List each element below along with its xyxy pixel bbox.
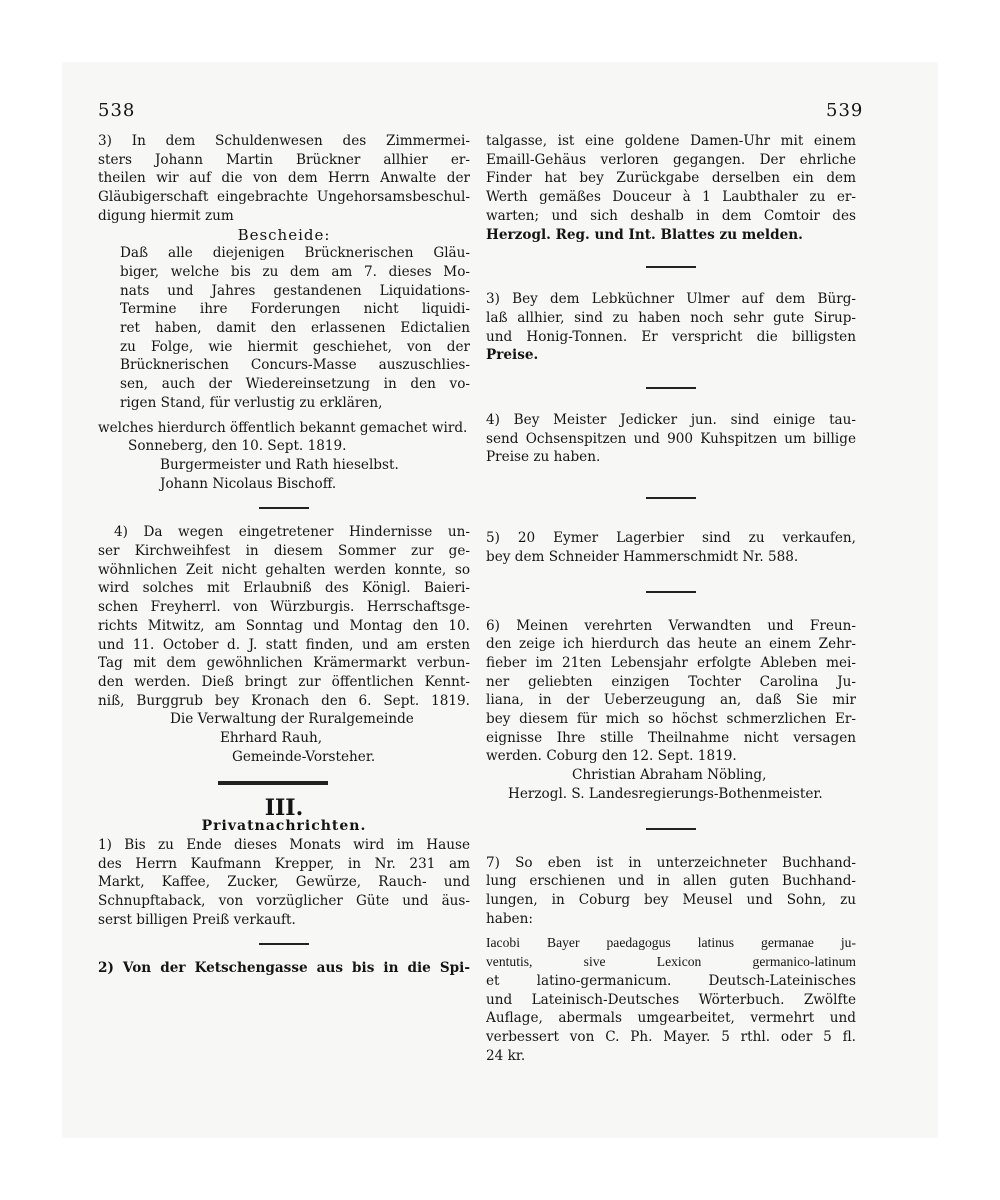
text-line: 24 kr. — [486, 1047, 526, 1064]
text-line: sters Johann Martin Brückner allhier er- — [98, 151, 470, 168]
text-line: schen Freyherrl. von Würzburgis. Herrschaftsge- — [98, 599, 470, 616]
text-line: lung erschienen und in allen guten Buchhand- — [486, 873, 856, 890]
signature-line: Gemeinde-Vorsteher. — [232, 748, 376, 765]
section-rule — [218, 781, 328, 785]
text-line: 4) Da wegen eingetretener Hindernisse un- — [114, 524, 470, 541]
text-line: niß, Burggrub bey Kronach den 6. Sept. 1819. — [98, 692, 470, 709]
text-line: warten; und sich deshalb in dem Comtoir des — [486, 207, 856, 224]
left-column — [98, 132, 470, 978]
private-notice-5 — [486, 529, 856, 566]
text-line: haben: — [486, 910, 533, 927]
text-line: lungen, in Coburg bey Meusel und Sohn, zu — [486, 891, 856, 908]
text-line: Emaill-Gehäus verloren gegangen. Der ehrliche — [486, 151, 856, 168]
private-notice-1 — [98, 836, 470, 930]
page-number-left: 538 — [98, 100, 136, 121]
text-line: laß allhier, sind zu haben noch sehr gute Sirup- — [486, 309, 856, 326]
text-line: digung hiermit zum — [98, 207, 234, 224]
text-line: et latino-germanicum. Deutsch-Lateinisches — [486, 972, 856, 989]
text-line: 1) Bis zu Ende dieses Monats wird im Hause — [98, 836, 470, 853]
text-line: zu Folge, wie hiermit geschiehet, von der — [120, 338, 470, 355]
text-line: Tag mit dem gewöhnlichen Krämermarkt verbun- — [98, 655, 470, 672]
text-line: sen, auch der Wiedereinsetzung in den vo- — [120, 376, 470, 393]
text-line: talgasse, ist eine goldene Damen-Uhr mit einem — [486, 133, 856, 149]
separator-rule — [646, 387, 696, 389]
private-notice-6 — [486, 617, 856, 804]
text-line: richts Mitwitz, am Sonntag und Montag den 10. — [98, 617, 470, 634]
text-line: Preise zu haben. — [486, 449, 601, 466]
private-notice-4 — [486, 411, 856, 467]
signature-line: Johann Nicolaus Bischoff. — [160, 475, 337, 492]
text-line: ventutis, sive Lexicon germanico-latinum — [486, 954, 856, 970]
separator-rule — [259, 507, 309, 509]
text-line: liana, in der Ueberzeugung an, daß Sie mir — [486, 692, 856, 709]
signature-line: Die Verwaltung der Ruralgemeinde — [170, 711, 414, 728]
text-line: und Lateinisch-Deutsches Wörterbuch. Zwölfte — [486, 991, 856, 1008]
text-line: fieber im 21ten Lebensjahr erfolgte Ableben mei- — [486, 654, 856, 671]
right-column — [486, 132, 856, 1065]
text-line: send Ochsenspitzen und 900 Kuhspitzen um billige — [486, 430, 856, 447]
text-line: Auflage, abermals umgearbeitet, vermehrt und — [486, 1010, 856, 1027]
signature-line: Burgermeister und Rath hieselbst. — [160, 456, 399, 473]
separator-rule — [646, 591, 696, 593]
notice-4 — [98, 523, 470, 766]
text-line: 7) So eben ist in unterzeichneter Buchhand- — [486, 854, 856, 871]
text-line: welches hierdurch öffentlich bekannt gemachet wird. — [98, 419, 468, 436]
text-line: 6) Meinen verehrten Verwandten und Freun- — [486, 617, 856, 634]
text-line: und 11. October d. J. statt finden, und am ersten — [98, 636, 470, 653]
text-line: Preise. — [486, 347, 539, 364]
text-line: den werden. Dieß bringt zur öffentlichen Kennt- — [98, 673, 470, 690]
text-line: Termine ihre Forderungen nicht liquidi- — [120, 301, 470, 318]
signature-line: Herzogl. S. Landesregierungs-Bothenmeister. — [508, 785, 823, 802]
text-line: 2) Von der Ketschengasse aus bis in die Spi- — [98, 960, 470, 977]
text-line: Iacobi Bayer paedagogus latinus germanae ju- — [486, 935, 856, 951]
text-line: 4) Bey Meister Jedicker jun. sind einige tau- — [486, 412, 856, 429]
text-line: Daß alle diejenigen Brücknerischen Gläu- — [120, 245, 470, 262]
text-line: wird solches mit Erlaubniß des Königl. Baieri- — [98, 580, 470, 597]
section-number: III. — [264, 794, 304, 821]
text-line: 3) Bey dem Lebküchner Ulmer auf dem Bürg- — [486, 291, 856, 308]
text-line: 3) In dem Schuldenwesen des Zimmermei- — [98, 133, 470, 149]
private-notice-2 — [486, 132, 856, 244]
signature-line: Sonneberg, den 10. Sept. 1819. — [128, 438, 347, 455]
text-line: Werth gemäßes Douceur à 1 Laubthaler zu er- — [486, 189, 856, 206]
separator-rule — [646, 828, 696, 830]
text-line: Gläubigerschaft eingebrachte Ungehorsamsbeschul- — [98, 189, 470, 206]
decree-body — [98, 244, 470, 412]
text-line: 5) 20 Eymer Lagerbier sind zu verkaufen, — [486, 530, 856, 547]
text-line: Schnupftaback, von vorzüglicher Güte und äus- — [98, 893, 470, 910]
text-line: den zeige ich hierdurch das heute an einem Zehr- — [486, 636, 856, 653]
separator-rule — [259, 943, 309, 945]
text-line: serst billigen Preiß verkauft. — [98, 911, 296, 928]
text-line: Brücknerischen Concurs-Masse auszuschlies- — [120, 357, 470, 374]
private-notice-3 — [486, 290, 856, 365]
text-line: und Honig-Tonnen. Er verspricht die billigsten — [486, 328, 856, 345]
book-entry — [486, 934, 856, 1065]
text-line: bey dem Schneider Hammerschmidt Nr. 588. — [486, 548, 799, 565]
notice-heading: Bescheide: — [237, 225, 331, 244]
text-line: wöhnlichen Zeit nicht gehalten werden konnte, so — [98, 561, 470, 578]
private-notice-7 — [486, 854, 856, 1066]
signature-line: Christian Abraham Nöbling, — [572, 767, 767, 784]
text-line: bey diesem für mich so höchst schmerzlichen Er- — [486, 711, 856, 728]
text-line: Markt, Kaffee, Zucker, Gewürze, Rauch- und — [98, 874, 470, 891]
text-line: werden. Coburg den 12. Sept. 1819. — [486, 748, 737, 765]
text-line: ret haben, damit den erlassenen Edictalien — [120, 320, 470, 337]
text-line: Finder hat bey Zurückgabe derselben ein dem — [486, 170, 856, 187]
notice-3 — [98, 132, 470, 493]
text-line: ser Kirchweihfest in diesem Sommer zur ge- — [98, 543, 470, 560]
separator-rule — [646, 497, 696, 499]
text-line: Herzogl. Reg. und Int. Blattes zu melden. — [486, 226, 803, 243]
text-line: theilen wir auf die von dem Herrn Anwalte der — [98, 170, 470, 187]
text-line: des Herrn Kaufmann Krepper, in Nr. 231 am — [98, 855, 470, 872]
page-number-right: 539 — [826, 100, 864, 121]
signature-line: Ehrhard Rauh, — [220, 730, 323, 747]
text-line: ner geliebten einzigen Tochter Carolina Ju- — [486, 673, 856, 690]
separator-rule — [646, 266, 696, 268]
text-line: eignisse Ihre stille Theilnahme nicht versagen — [486, 729, 856, 746]
section-title: Privatnachrichten. — [201, 818, 367, 835]
text-line: biger, welche bis zu dem am 7. dieses Mo- — [120, 263, 470, 280]
text-line: rigen Stand, für verlustig zu erklären, — [120, 394, 383, 411]
text-line: verbessert von C. Ph. Mayer. 5 rthl. oder 5 fl. — [486, 1028, 856, 1045]
text-line: nats und Jahres gestandenen Liquidations- — [120, 282, 470, 299]
